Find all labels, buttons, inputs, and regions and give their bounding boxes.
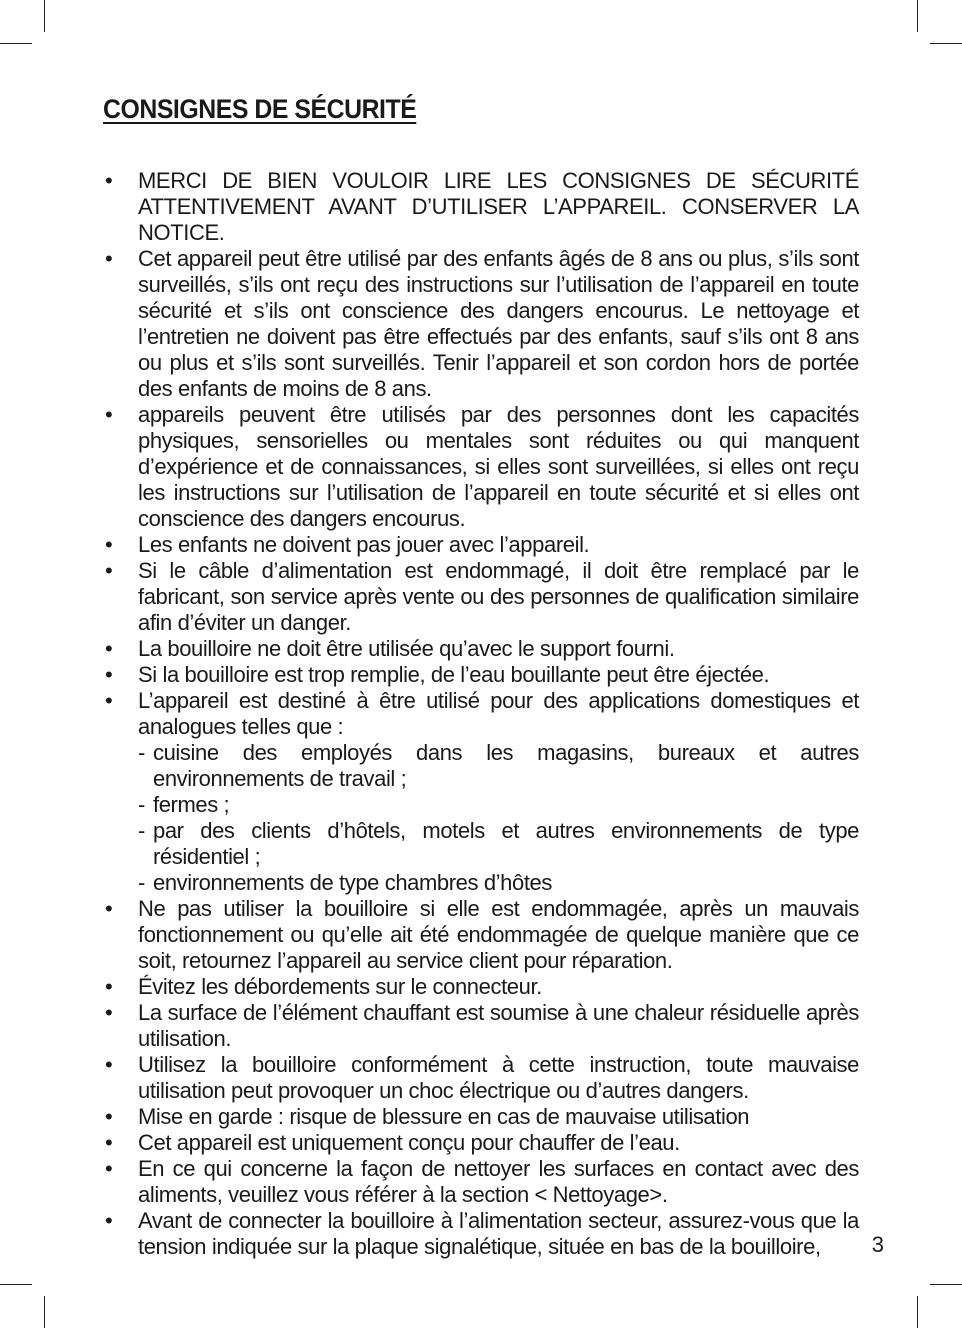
sub-list	[138, 740, 859, 896]
crop-mark	[930, 1284, 962, 1285]
list-item: • Si le câble d’alimentation est endommagé, il doit être remplacé par le fabricant, son service après vente ou des personnes de qualification similaire afin d’éviter un danger.	[103, 558, 859, 636]
list-item: • Les enfants ne doivent pas jouer avec l’appareil.	[103, 532, 859, 558]
list-item: • appareils peuvent être utilisés par des personnes dont les capacités physiques, sensorielles ou mentales sont réduites ou qui manquent d’expérience et de connaissances, si elles sont surveillées, si elles ont reçu les instructions sur l’utilisation de l’appareil en toute sécurité et si elles ont conscience des dangers encourus.	[103, 402, 859, 532]
list-item: • MERCI DE BIEN VOULOIR LIRE LES CONSIGNES DE SÉCURITÉ ATTENTIVEMENT AVANT D’UTILISER L’APPAREIL. CONSERVER LA NOTICE.	[103, 168, 859, 246]
list-item: • Ne pas utiliser la bouilloire si elle est endommagée, après un mauvais fonctionnement ou qu’elle ait été endommagée de quelque manière que ce soit, retournez l’appareil au service client pour réparation.	[103, 896, 859, 974]
crop-mark	[44, 1296, 45, 1328]
crop-mark	[930, 43, 962, 44]
list-item: • Si la bouilloire est trop remplie, de l’eau bouillante peut être éjectée.	[103, 662, 859, 688]
safety-instructions	[103, 168, 859, 1260]
list-item: • Mise en garde : risque de blessure en cas de mauvaise utilisation	[103, 1104, 859, 1130]
list-item: • Avant de connecter la bouilloire à l’alimentation secteur, assurez-vous que la tension indiquée sur la plaque signalétique, située en bas de la bouilloire,	[103, 1208, 859, 1260]
page-number: 3	[871, 1232, 884, 1257]
instruction-list	[103, 168, 859, 1260]
crop-mark	[0, 1284, 32, 1285]
crop-mark	[0, 43, 32, 44]
sub-list-item: - fermes ;	[138, 792, 859, 818]
sub-list-item: - cuisine des employés dans les magasins, bureaux et autres environnements de travail ;	[138, 740, 859, 792]
list-item: • La surface de l’élément chauffant est soumise à une chaleur résiduelle après utilisation.	[103, 1000, 859, 1052]
page-title: CONSIGNES DE SÉCURITÉ	[103, 94, 417, 124]
list-item-text: L’appareil est destiné à être utilisé pour des applications domestiques et analogues telles que :	[138, 688, 859, 739]
sub-list-item: - par des clients d’hôtels, motels et autres environnements de type résidentiel ;	[138, 818, 859, 870]
sub-list-item: - environnements de type chambres d’hôtes	[138, 870, 859, 896]
crop-mark	[44, 0, 45, 32]
list-item: • Évitez les débordements sur le connecteur.	[103, 974, 859, 1000]
list-item: • La bouilloire ne doit être utilisée qu’avec le support fourni.	[103, 636, 859, 662]
crop-mark	[917, 0, 918, 32]
list-item: • Cet appareil peut être utilisé par des enfants âgés de 8 ans ou plus, s’ils sont surveillés, s’ils ont reçu des instructions sur l’utilisation de l’appareil en toute sécurité et s’ils ont conscience des dangers encourus. Le nettoyage et l’entretien ne doivent pas être effectués par des enfants, sauf s’ils ont 8 ans ou plus et s’ils sont surveillés. Tenir l’appareil et son cordon hors de portée des enfants de moins de 8 ans.	[103, 246, 859, 402]
crop-mark	[917, 1296, 918, 1328]
list-item	[103, 688, 859, 896]
list-item: • En ce qui concerne la façon de nettoyer les surfaces en contact avec des aliments, veuillez vous référer à la section < Nettoyage>.	[103, 1156, 859, 1208]
list-item: • Utilisez la bouilloire conformément à cette instruction, toute mauvaise utilisation peut provoquer un choc électrique ou d’autres dangers.	[103, 1052, 859, 1104]
list-item: • Cet appareil est uniquement conçu pour chauffer de l’eau.	[103, 1130, 859, 1156]
